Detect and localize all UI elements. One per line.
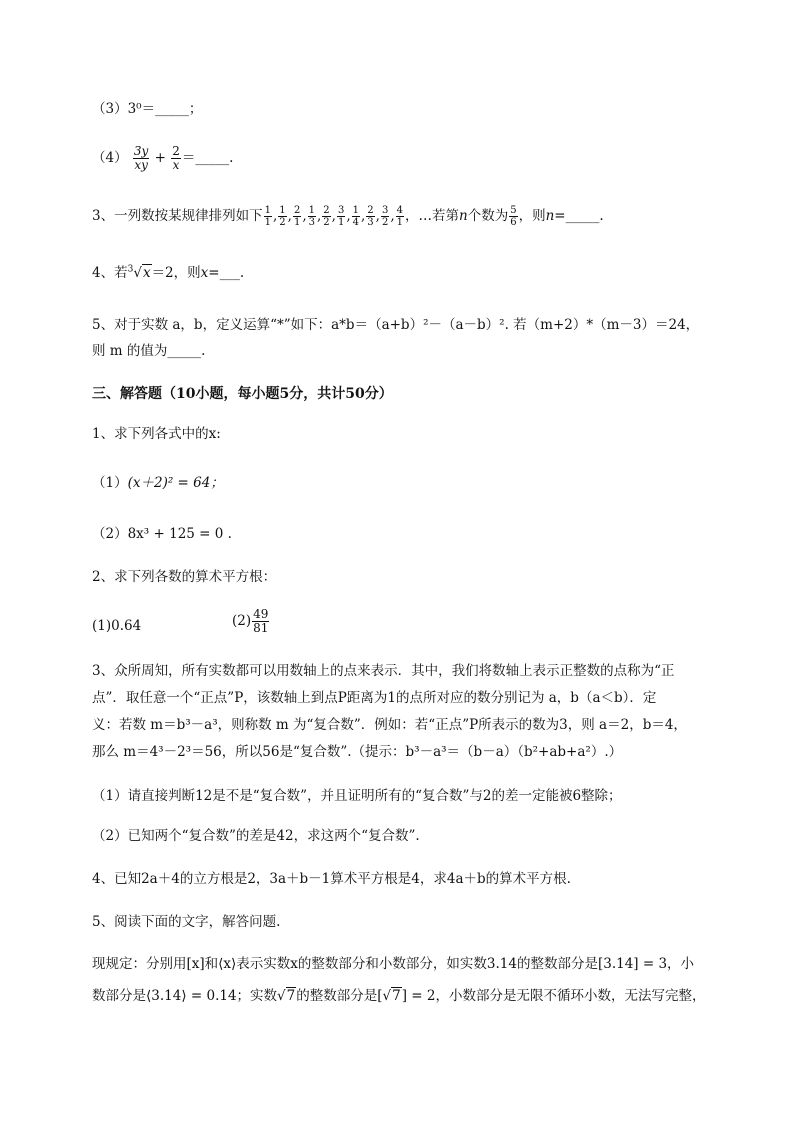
fraction-denominator: 6 xyxy=(510,217,517,228)
sequence-fraction xyxy=(352,205,360,228)
sub-label: （1） xyxy=(92,475,128,491)
sqrt-7: √7 xyxy=(382,988,401,1004)
cube-root: $^3$√x xyxy=(127,264,151,281)
sequence-fraction xyxy=(264,205,272,228)
fraction-2-over-x xyxy=(171,145,181,172)
question-text: 个数为 xyxy=(467,208,509,224)
text-segment: 的整数部分是[ xyxy=(296,988,383,1004)
target-fraction xyxy=(509,205,517,228)
fraction-denominator: 1 xyxy=(293,217,301,228)
sequence-fraction xyxy=(308,205,316,228)
solve-q4: 4、已知2a＋4的立方根是2，3a＋b－1算术平方根是4，求4a＋b的算术平方根. xyxy=(92,871,571,887)
fraction-numerator: 3 xyxy=(381,205,389,216)
sub-label: （3） xyxy=(92,101,128,117)
fraction-denominator: 4 xyxy=(352,217,359,228)
fraction-denominator: 1 xyxy=(264,217,271,228)
question-prefix: 3、一列数按某规律排列如下 xyxy=(92,208,263,224)
radicand: 7 xyxy=(286,988,296,1004)
fraction-numerator: 4 xyxy=(396,205,404,216)
comma-separator: , xyxy=(346,208,351,224)
fraction-denominator: 1 xyxy=(396,217,404,228)
plus-sign: + xyxy=(154,150,166,166)
comma-separator: , xyxy=(361,208,366,224)
fraction-denominator: x xyxy=(172,158,180,172)
solve-q5-line1: 现规定：分别用[x]和⟨x⟩表示实数x的整数部分和小数部分，如实数3.14的整数部分是[3.14] = 3，小 xyxy=(92,956,695,972)
question-text: ，则 xyxy=(518,208,546,224)
question-text: ＝2，则 xyxy=(151,265,201,281)
fill-q3 xyxy=(92,205,604,228)
question-prefix: 4、若 xyxy=(92,265,128,281)
section-heading: 三、解答题（10小题，每小题5分，共计50分） xyxy=(92,386,393,402)
fraction-3y-over-xy xyxy=(133,145,149,172)
comma-separator: , xyxy=(375,208,380,224)
sequence-list xyxy=(263,205,405,228)
variable-x: x xyxy=(200,265,209,281)
fraction-denominator: 1 xyxy=(337,217,345,228)
solve-q3-line4: 那么 m＝4³－2³＝56，所以56是“复合数”.（提示：b³－a³＝（b－a）（b²+ab+a²）.） xyxy=(92,744,623,760)
solve-q3-line1: 3、众所周知，所有实数都可以用数轴上的点来表示．其中，我们将数轴上表示正整数的点称为“正 xyxy=(92,663,675,679)
fill-q2-sub4 xyxy=(92,145,233,172)
fraction-denominator: 3 xyxy=(308,217,315,228)
solve-q1-sub1 xyxy=(92,474,224,492)
solve-q2-sub1: (1)0.64 xyxy=(92,618,142,634)
fraction-numerator: 1 xyxy=(308,205,315,216)
fraction-denominator: xy xyxy=(134,158,148,172)
variable-n: n xyxy=(459,208,468,224)
solve-q5-line2 xyxy=(92,987,705,1005)
solve-q2-sub2 xyxy=(232,608,270,635)
equation: (x＋2)² = 64； xyxy=(127,475,224,491)
blank-tail: ＝_____. xyxy=(181,150,234,166)
sub-expression: 3⁰＝_____； xyxy=(127,101,203,117)
blank-tail: =___. xyxy=(208,265,245,281)
fill-q4 xyxy=(92,264,244,282)
solve-q3-sub1: （1）请直接判断12是不是“复合数”，并且证明所有的“复合数”与2的差一定能被6整除； xyxy=(92,788,622,804)
sequence-fraction xyxy=(293,205,301,228)
sequence-fraction xyxy=(322,205,330,228)
solve-q5-stem: 5、阅读下面的文字，解答问题. xyxy=(92,914,281,930)
fraction-denominator: 2 xyxy=(279,217,286,228)
fraction-numerator: 5 xyxy=(510,205,517,216)
fraction-numerator: 2 xyxy=(293,205,301,216)
fraction-numerator: 3y xyxy=(133,144,149,158)
comma-separator: , xyxy=(302,208,307,224)
solve-q3-sub2: （2）已知两个“复合数”的差是42，求这两个“复合数”. xyxy=(92,828,420,844)
fill-q2-sub3 xyxy=(92,100,202,118)
sequence-fraction xyxy=(396,205,404,228)
text-segment: ] = 2，小数部分是无限不循环小数，无法写完整， xyxy=(401,988,706,1004)
sub-label: （2） xyxy=(92,526,128,542)
root-index: 3 xyxy=(127,264,134,275)
fraction-numerator: 2 xyxy=(367,205,374,216)
sequence-fraction xyxy=(381,205,389,228)
equation: 8x³ + 125 = 0 . xyxy=(127,526,232,542)
solve-q2-stem: 2、求下列各数的算术平方根： xyxy=(92,569,277,585)
comma-separator: , xyxy=(390,208,395,224)
sequence-fraction xyxy=(278,205,286,228)
fraction-numerator: 49 xyxy=(253,607,269,621)
fraction-denominator: 3 xyxy=(367,217,374,228)
solve-q3-line2: 点”．取任意一个“正点”P，该数轴上到点P距离为1的点所对应的数分别记为 a，b（a＜b）．定 xyxy=(92,690,657,706)
comma-separator: , xyxy=(316,208,322,224)
fraction-denominator: 2 xyxy=(323,217,330,228)
sequence-fraction xyxy=(366,205,374,228)
fill-q5-line1: 5、对于实数 a，b，定义运算“*”如下：a*b＝（a+b）²－（a－b）². 若（m+2）*（m－3）＝24， xyxy=(92,317,700,333)
solve-q3-line3: 义：若数 m＝b³－a³，则称数 m 为“复合数”．例如：若“正点”P所表示的数为3，则 a＝2，b＝4， xyxy=(92,717,687,733)
radicand: x xyxy=(142,265,151,281)
fraction-numerator: 2 xyxy=(172,144,180,158)
sqrt-7: √7 xyxy=(277,988,296,1004)
comma-separator: , xyxy=(331,208,336,224)
question-text: ，…若第 xyxy=(405,208,460,224)
comma-separator: , xyxy=(272,208,278,224)
fraction-numerator: 2 xyxy=(323,205,330,216)
fraction-denominator: 2 xyxy=(381,217,389,228)
fraction-49-over-81 xyxy=(252,608,269,635)
comma-separator: , xyxy=(287,208,292,224)
fill-q5-line2: 则 m 的值为_____. xyxy=(92,343,206,359)
fraction-numerator: 1 xyxy=(279,205,286,216)
solve-q1-stem: 1、求下列各式中的x: xyxy=(92,426,221,442)
radicand: 7 xyxy=(392,988,401,1004)
text-segment: 数部分是⟨3.14⟩ = 0.14；实数 xyxy=(92,988,278,1004)
variable-n: n xyxy=(545,208,555,224)
sequence-fraction xyxy=(337,205,345,228)
blank-tail: =_____. xyxy=(554,208,604,224)
fraction-numerator: 1 xyxy=(264,205,271,216)
sub-label: （4） xyxy=(92,150,128,166)
sub-label: (2) xyxy=(232,613,252,629)
fraction-numerator: 1 xyxy=(352,205,359,216)
fraction-numerator: 3 xyxy=(337,205,345,216)
fraction-denominator: 81 xyxy=(253,621,269,635)
solve-q1-sub2 xyxy=(92,525,232,543)
